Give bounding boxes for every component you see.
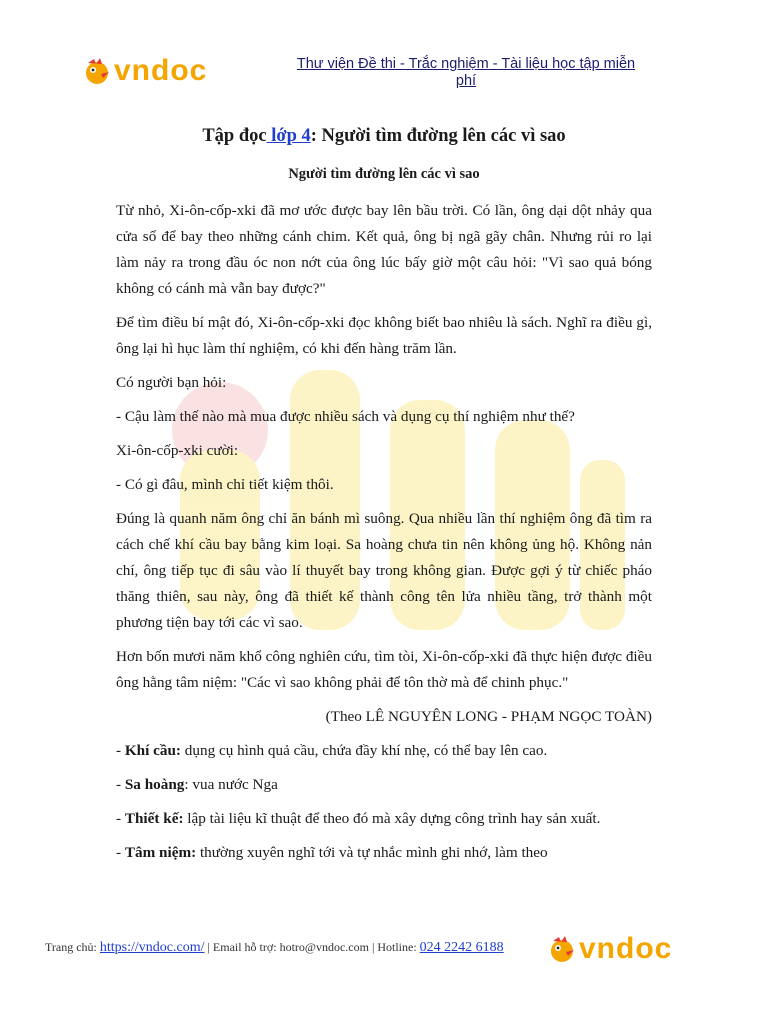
paragraph: Hơn bốn mươi năm khổ công nghiên cứu, tìm tòi, Xi-ôn-cốp-xki đã thực hiện được điều ông hằng tâm niệm: "Các vì sao không phải để tôn thờ mà để chinh phục." (116, 648, 652, 691)
footer-home-label: Trang chủ: (45, 940, 100, 954)
glossary-item: - Thiết kế: lập tài liệu kĩ thuật để theo đó mà xây dựng công trình hay sản xuất. (116, 810, 601, 827)
paragraph: Xi-ôn-cốp-xki cười: (116, 442, 239, 459)
glossary-definition: lập tài liệu kĩ thuật để theo đó mà xây dựng công trình hay sản xuất. (183, 810, 601, 827)
page-title (0, 126, 768, 147)
paragraph: Từ nhỏ, Xi-ôn-cốp-xki đã mơ ước được bay lên bầu trời. Có lần, ông dại dột nhảy qua cửa sổ để bay theo những cánh chim. Kết quả, ông bị ngã gãy chân. Nhưng rủi ro lại làm nảy ra trong đầu óc non nớt của ông lúc bấy giờ một câu hỏi: "Vì sao quả bóng không có cánh mà vẫn bay được?" (116, 202, 652, 297)
title-prefix: Tập đọc (202, 126, 267, 146)
source-citation: (Theo LÊ NGUYÊN LONG - PHẠM NGỌC TOÀN) (325, 708, 652, 725)
footer-hotline-link[interactable]: 024 2242 6188 (419, 940, 504, 955)
grade-link[interactable]: lớp 4 (266, 126, 311, 146)
page-footer (45, 940, 504, 956)
logo-text: vndoc (579, 932, 673, 965)
glossary-item: - Tâm niệm: thường xuyên nghĩ tới và tự nhắc mình ghi nhớ, làm theo (116, 844, 548, 861)
story-title: Người tìm đường lên các vì sao (288, 166, 480, 182)
glossary-term: Sa hoàng (124, 776, 185, 793)
paragraph: - Cậu làm thế nào mà mua được nhiều sách và dụng cụ thí nghiệm như thế? (116, 408, 575, 425)
footer-home-link[interactable]: https://vndoc.com/ (99, 940, 205, 955)
glossary-item: - Khí cầu: dụng cụ hình quả cầu, chứa đầy khí nhẹ, có thể bay lên cao. (116, 742, 548, 759)
header-tagline-link[interactable] (248, 56, 684, 90)
paragraph: Đúng là quanh năm ông chỉ ăn bánh mì suông. Qua nhiều lần thí nghiệm ông đã tìm ra cách chế khí cầu bay bằng kim loại. Sa hoàng chưa tin nên không ủng hộ. Không nản chí, ông tiếp tục đi sâu vào lí thuyết bay trong không gian. Được gợi ý từ chiếc pháo thăng thiên, sau này, ông đã thiết kế thành công tên lửa nhiều tầng, trở thành một phương tiện bay tới các vì sao. (116, 510, 652, 631)
glossary-term: Khí cầu: (124, 742, 181, 759)
glossary-item: - Sa hoàng: vua nước Nga (116, 776, 278, 793)
glossary-term: Thiết kế: (124, 810, 184, 827)
footer-support-text: | Email hỗ trợ: hotro@vndoc.com | Hotline: (204, 940, 420, 954)
story-body (116, 198, 652, 874)
title-suffix: : Người tìm đường lên các vì sao (310, 126, 566, 146)
paragraph: Để tìm điều bí mật đó, Xi-ôn-cốp-xki đọc không biết bao nhiêu là sách. Nghĩ ra điều gì, ông lại hì hục làm thí nghiệm, có khi đến hàng trăm lần. (116, 314, 652, 357)
paragraph: - Có gì đâu, mình chỉ tiết kiệm thôi. (116, 476, 334, 493)
footer-vndoc-logo[interactable] (547, 934, 672, 964)
mascot-icon (82, 56, 112, 86)
glossary-term: Tâm niệm: (124, 844, 197, 861)
logo-text: vndoc (114, 54, 208, 87)
vndoc-logo[interactable] (82, 56, 207, 86)
page-header (82, 52, 682, 98)
glossary-definition: : vua nước Nga (184, 776, 278, 793)
mascot-icon (547, 934, 577, 964)
tagline-line-2: phí (455, 73, 477, 89)
paragraph: Có người bạn hỏi: (116, 374, 227, 391)
glossary-definition: dụng cụ hình quả cầu, chứa đầy khí nhẹ, có thể bay lên cao. (180, 742, 548, 759)
glossary-definition: thường xuyên nghĩ tới và tự nhắc mình ghi nhớ, làm theo (196, 844, 548, 861)
tagline-line-1: Thư viện Đề thi - Trắc nghiệm - Tài liệu học tập miễn (296, 56, 636, 72)
